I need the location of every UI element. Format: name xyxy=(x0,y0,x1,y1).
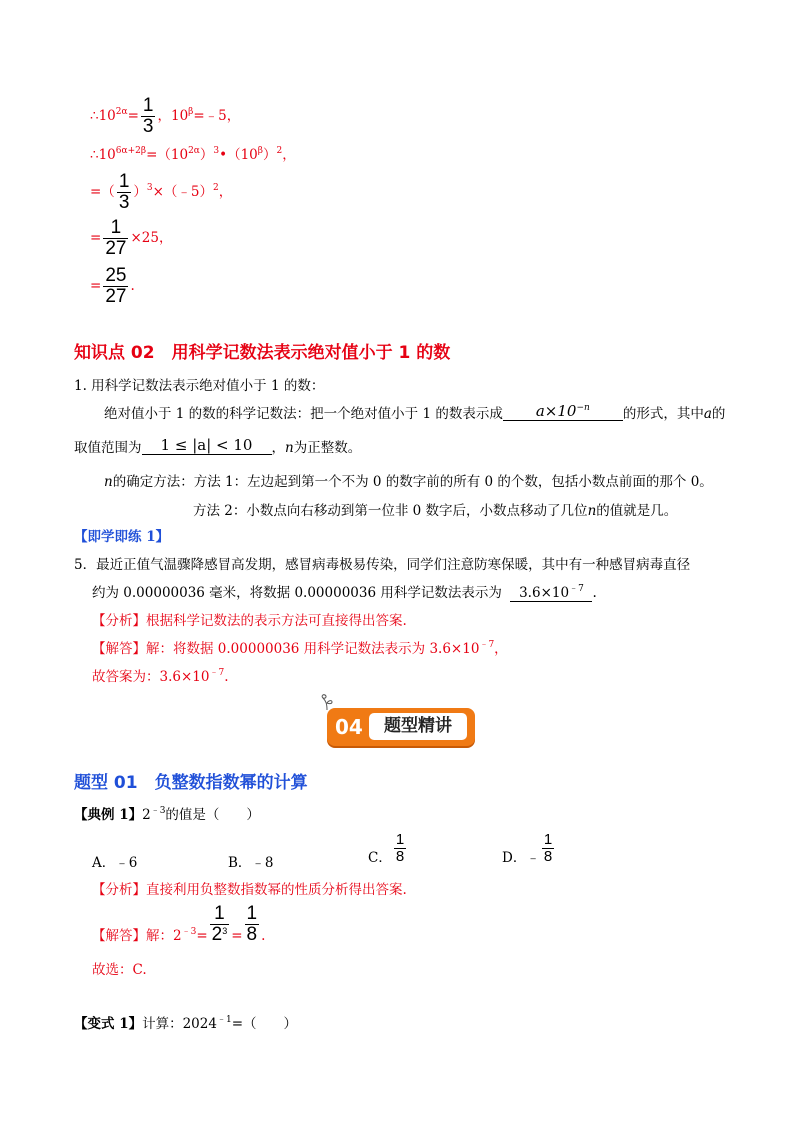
practice-analysis: 【分析】根据科学记数法的表示方法可直接得出答案. xyxy=(92,613,407,629)
practice-heading: 【即学即练 1】 xyxy=(74,529,170,545)
variant-question: 【变式 1】计算：$2024^{﹣1}=$（ ） xyxy=(74,1015,297,1032)
practice-question-line-2: 约为 0.00000036 毫米，将数据 0.00000036 用科学记数法表示为 $3.6\times 10^{﹣7}$ . xyxy=(92,581,597,602)
solution-line-5: = $\frac{25}{27}$ . xyxy=(90,265,135,307)
solution-line-1: $\therefore 10^{2\alpha}=$ $\frac{1}{3}$ ，$10^\beta=﹣5$， xyxy=(90,95,241,137)
option-b[interactable]: B．﹣8 xyxy=(228,855,274,871)
solution-line-3: =（ $\frac{1}{3}$ ）$^3$×（﹣5）$^2$， xyxy=(90,171,233,213)
practice-question-line-1: 5．最近正值气温骤降感冒高发期，感冒病毒极易传染，同学们注意防寒保暖，其中有一种感冒病毒直径 xyxy=(74,557,691,573)
knowledge-item-1: 1. 用科学记数法表示绝对值小于 1 的数： xyxy=(74,378,325,394)
example-analysis: 【分析】直接利用负整数指数幂的性质分析得出答案. xyxy=(92,882,407,898)
knowledge-method-2: 方法 2：小数点向右移动到第一位非 0 数字后，小数点移动了几位n的值就是几。 xyxy=(193,503,678,519)
type01-title: 题型 01 负整数指数幂的计算 xyxy=(74,773,308,793)
practice-answer: 故答案为：$3.6\times 10^{﹣7}$. xyxy=(92,668,229,685)
knowledge-para-2: 取值范围为 1 ≤ |a| < 10 ，n为正整数。 xyxy=(74,436,362,456)
section-banner xyxy=(327,708,475,746)
example-choice: 故选：C. xyxy=(92,962,147,978)
option-a[interactable]: A．﹣6 xyxy=(92,855,138,871)
example-question: 【典例 1】$2^{﹣3}$的值是（ ） xyxy=(74,806,260,823)
practice-solution: 【解答】解：将数据 0.00000036 用科学记数法表示为 $3.6\times 10^{﹣7}$， xyxy=(92,640,508,657)
option-c[interactable]: C． $\frac{1}{8}$ xyxy=(368,831,405,866)
banner-label: 题型精讲 xyxy=(369,713,467,740)
example-solution: 【解答】解：$2^{﹣3}=$ $\frac{1}{2^3}$ = $\frac{1}{8}$ . xyxy=(92,903,266,945)
banner-number: 04 xyxy=(335,715,363,739)
knowledge-para-1: 绝对值小于 1 的数的科学记数法：把一个绝对值小于 1 的数表示成 $a\times 10^{-n}$ 的形式，其中a的 xyxy=(104,402,726,422)
solution-line-4: = $\frac{1}{27}$ ×25， xyxy=(90,217,173,259)
knowledge-method-1: n的确定方法：方法 1：左边起到第一个不为 0 的数字前的所有 0 的个数，包括小数点前面的那个 0。 xyxy=(104,474,713,490)
solution-line-2: $\therefore 10^{6\alpha+2\beta}=(10^{2\alpha})^3•(10^\beta)^2$， xyxy=(90,146,296,163)
knowledge-title: 知识点 02 用科学记数法表示绝对值小于 1 的数 xyxy=(74,343,451,363)
option-d[interactable]: D．﹣ $\frac{1}{8}$ xyxy=(502,831,553,866)
